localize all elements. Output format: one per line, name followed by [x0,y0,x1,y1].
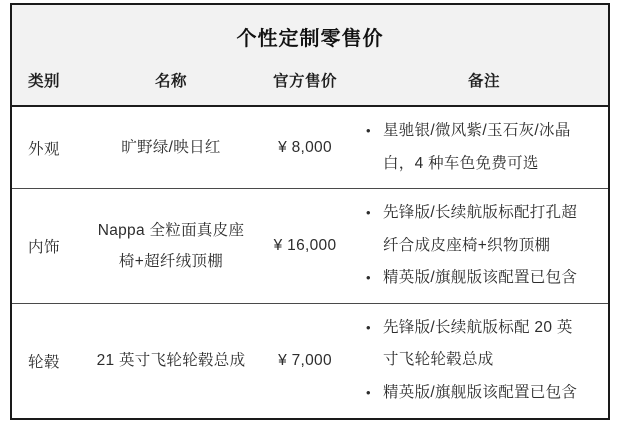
table-header-band [12,5,608,107]
column-header-category: 类别 [28,73,61,90]
notes-cell [360,189,608,303]
column-header-name: 名称 [154,73,187,90]
price-cell: ¥ 8,000 [278,138,332,156]
pricing-table [10,3,610,420]
table-row-interior [12,188,608,303]
column-header-notes: 备注 [467,73,500,90]
note-item: • 精英版/旗舰版该配置已包含 [362,377,584,410]
name-text: 21 英寸飞轮轮毂总成 [96,352,246,370]
note-item: • 先锋版/长续航版标配打孔超纤合成皮座椅+织物顶棚 [362,197,584,262]
category-cell: 内饰 [28,238,61,256]
name-cell [92,215,250,277]
column-header-price: 官方售价 [272,73,337,90]
name-text: 旷野绿/映日红 [121,139,221,157]
notes-cell [360,107,608,188]
table-title: 个性定制零售价 [236,28,384,50]
category-cell: 外观 [28,140,61,158]
table-row-wheels [12,303,608,418]
note-item: • 精英版/旗舰版该配置已包含 [362,262,584,295]
name-text: Nappa 全粒面真皮座椅+超纤绒顶棚 [97,221,245,270]
category-cell: 轮毂 [28,353,61,371]
price-cell: ¥ 7,000 [278,351,332,369]
table-row-exterior [12,107,608,188]
notes-list [362,115,584,180]
notes-list [362,312,584,410]
column-header-row [12,53,608,105]
name-cell [92,132,250,163]
price-cell: ¥ 16,000 [273,236,337,254]
note-item: • 星驰银/微风紫/玉石灰/冰晶白，4 种车色免费可选 [362,115,584,180]
notes-cell [360,304,608,418]
name-cell [92,345,250,376]
notes-list [362,197,584,295]
note-item: • 先锋版/长续航版标配 20 英寸飞轮轮毂总成 [362,312,584,377]
